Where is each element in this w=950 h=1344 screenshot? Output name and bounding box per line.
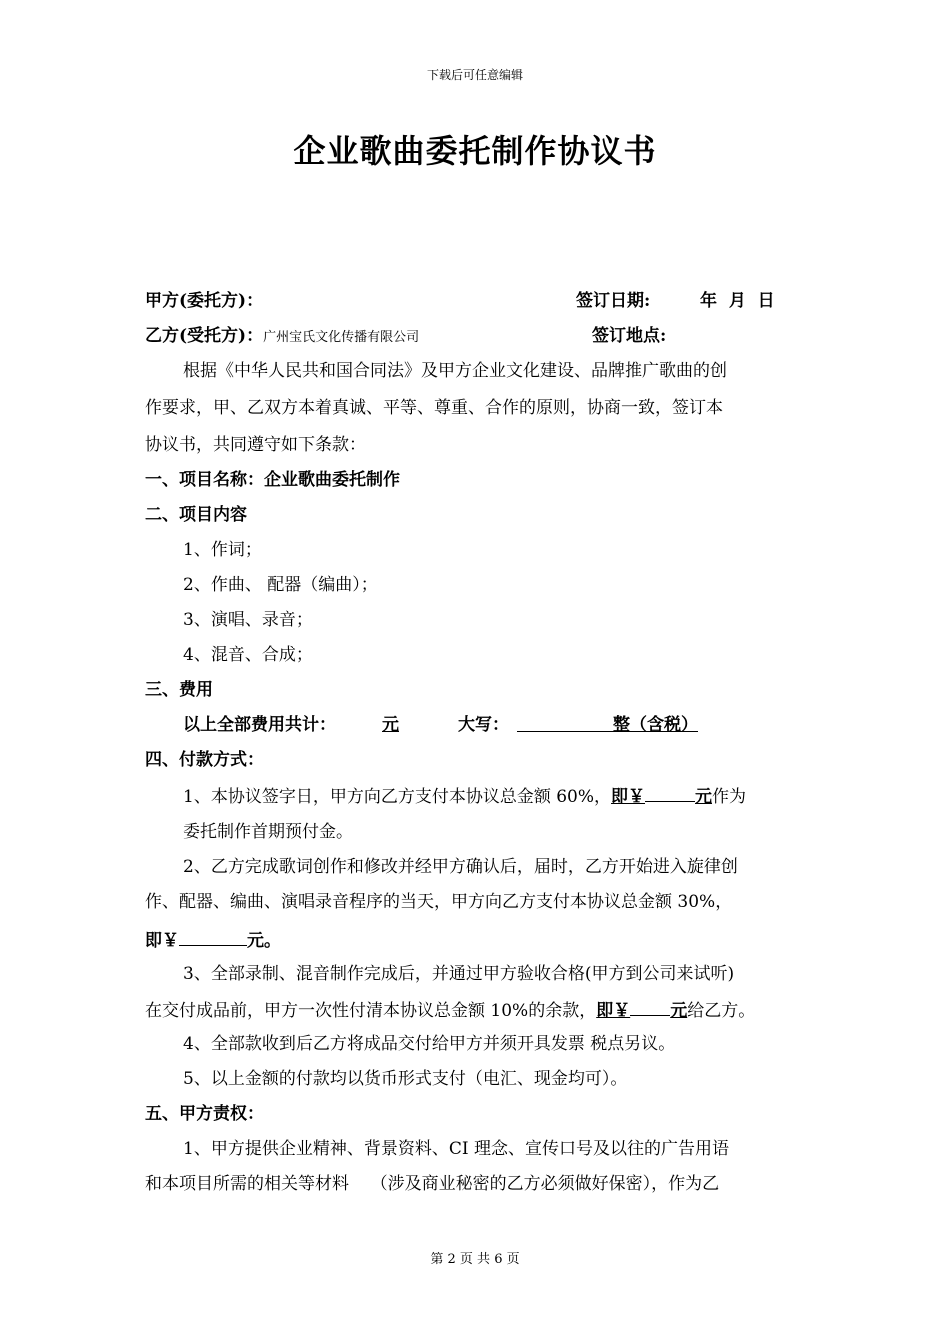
section-2-item: 3、演唱、录音； — [183, 610, 313, 630]
party-b-label: 乙方(受托方)： — [145, 326, 264, 346]
fee-daxie-label: 大写： — [458, 715, 509, 735]
payment-3-line-1: 3、全部录制、混音制作完成后，并通过甲方验收合格(甲方到公司来试听) — [183, 964, 735, 984]
section-1-heading: 一、项目名称：企业歌曲委托制作 — [145, 470, 400, 490]
sign-date-value: 年 月 日 — [700, 291, 775, 311]
document-title: 企业歌曲委托制作协议书 — [293, 132, 657, 170]
party-b-value: 广州宝氏文化传播有限公司 — [263, 330, 420, 345]
payment-4: 4、全部款收到后乙方将成品交付给甲方并须开具发票 税点另议。 — [183, 1034, 676, 1054]
fee-yuan: 元 — [382, 715, 399, 735]
fee-zheng: 整（含税） — [613, 715, 698, 735]
intro-line-2: 作要求，甲、乙双方本着真诚、平等、尊重、合作的原则，协商一致，签订本 — [145, 398, 723, 418]
header-note: 下载后可任意编辑 — [426, 68, 523, 82]
party-b-line — [145, 324, 419, 350]
section-4-heading: 四、付款方式： — [145, 750, 264, 770]
section-5-heading: 五、甲方责权： — [145, 1104, 264, 1124]
sign-place-label: 签订地点: — [592, 326, 667, 346]
fee-total-label: 以上全部费用共计： — [183, 715, 336, 735]
section-2-item: 4、混音、合成； — [183, 645, 313, 665]
payment-5: 5、以上金额的付款均以货币形式支付（电汇、现金均可）。 — [183, 1069, 628, 1089]
fee-daxie-blank — [517, 713, 613, 739]
section-2-item: 2、作曲、 配器（编曲）； — [183, 575, 378, 595]
payment-2-line-1: 2、乙方完成歌词创作和修改并经甲方确认后，届时，乙方开始进入旋律创 — [183, 857, 738, 877]
section-2-heading: 二、项目内容 — [145, 505, 247, 525]
intro-line-1: 根据《中华人民共和国合同法》及甲方企业文化建设、品牌推广歌曲的创 — [183, 361, 727, 381]
payment-2-line-3: 即￥ 元。 — [145, 927, 281, 953]
payment-2-line-2: 作、配器、编曲、演唱录音程序的当天，甲方向乙方支付本协议总金额 30%， — [145, 892, 733, 912]
sign-date-label: 签订日期: — [576, 291, 651, 311]
intro-line-3: 协议书，共同遵守如下条款： — [145, 435, 366, 455]
payment-1-line-1: 1、本协议签字日，甲方向乙方支付本协议总金额 60%，即￥ 元作为 — [183, 783, 746, 809]
party-a-rights-line-1: 1、甲方提供企业精神、背景资料、CI 理念、宣传口号及以往的广告用语 — [183, 1139, 729, 1159]
section-3-heading: 三、费用 — [145, 680, 213, 700]
section-2-item: 1、作词； — [183, 540, 262, 560]
payment-1-line-2: 委托制作首期预付金。 — [183, 822, 353, 842]
party-a-label: 甲方(委托方)： — [145, 291, 264, 311]
payment-3-line-2: 在交付成品前，甲方一次性付清本协议总金额 10%的余款，即￥ 元给乙方。 — [145, 997, 755, 1023]
party-a-rights-line-2: 和本项目所需的相关等材料 （涉及商业秘密的乙方必须做好保密），作为乙 — [145, 1174, 720, 1194]
page-footer: 第 2 页 共 6 页 — [430, 1252, 520, 1267]
